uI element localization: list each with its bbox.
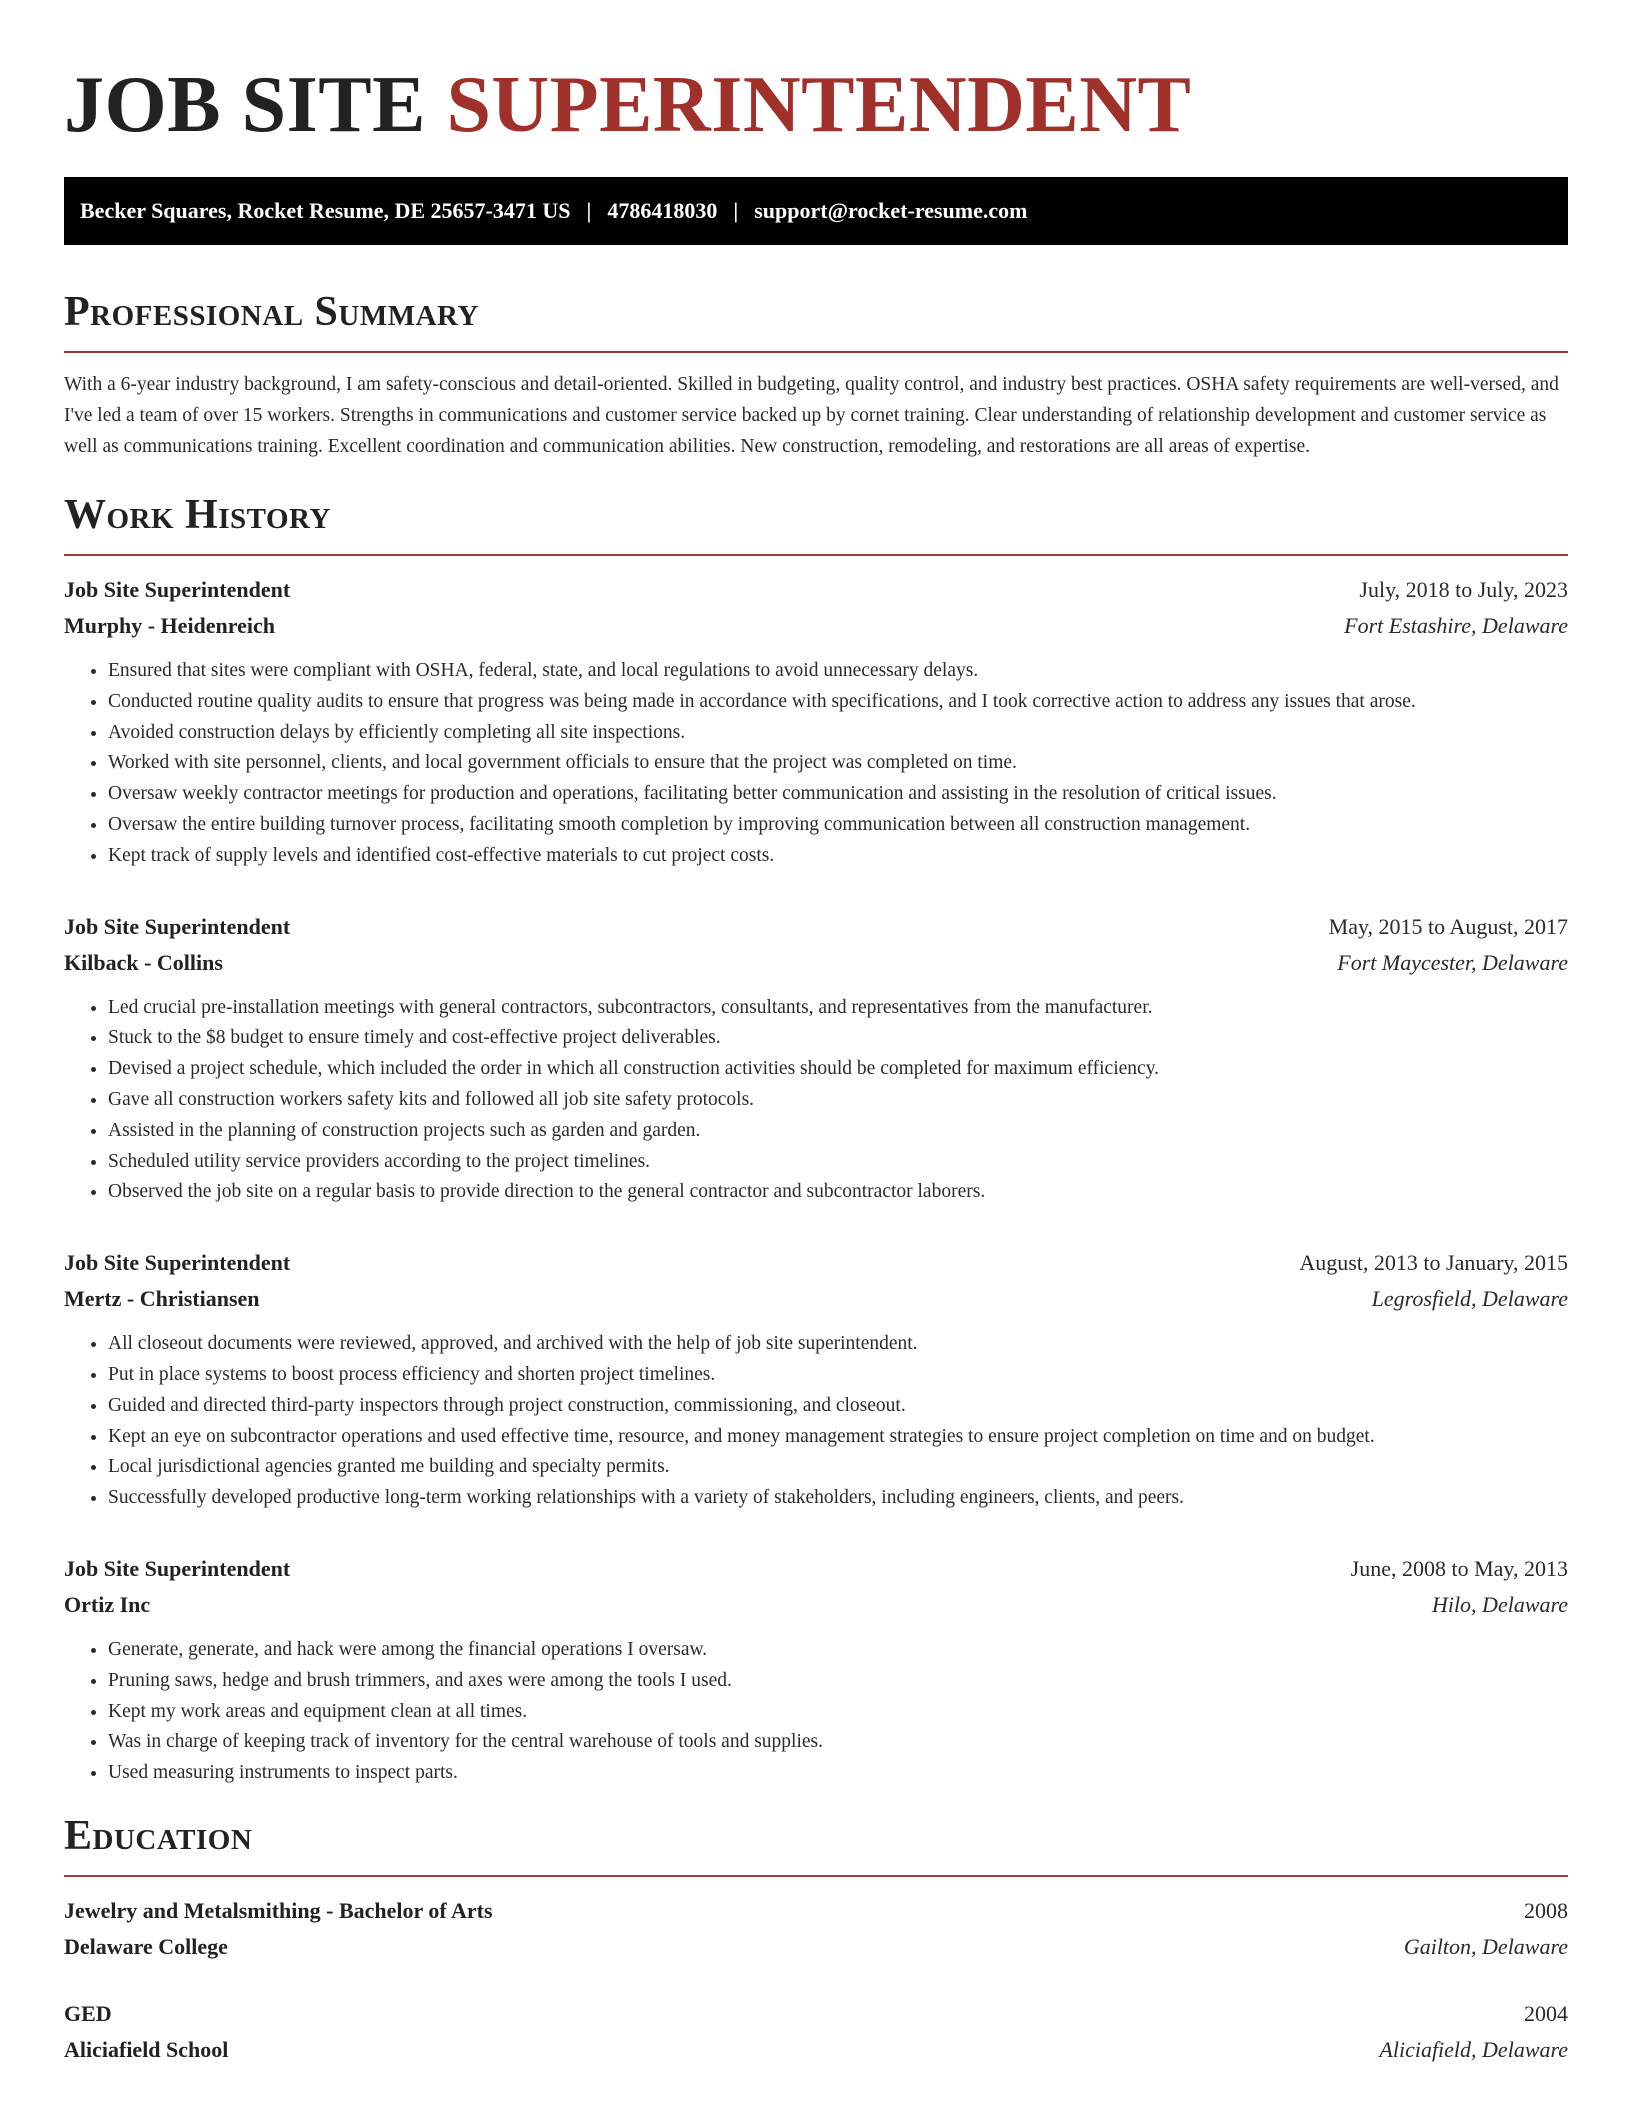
job-company-row <box>64 1281 1568 1317</box>
job-company: Murphy - Heidenreich <box>64 613 276 638</box>
job-title: Job Site Superintendent <box>64 913 291 939</box>
job-bullet: • Scheduled utility service providers according to the project timelines. <box>108 1147 1568 1178</box>
education-year: 2004 <box>1524 2000 1568 2026</box>
summary-text: With a 6-year industry background, I am safety-conscious and detail-oriented. Skilled in budgeting, quality control, and industry best practices. OSHA safety requirements are well-versed, and I've led a team of over 15 workers. Strengths in communications and customer service backed up by cornet training. Clear understanding of relationship development and customer service as well as communications training. Excellent coordination and communication abilities. New construction, remodeling, and restorations are all areas of expertise. <box>64 374 1559 457</box>
job-bullet: • Led crucial pre-installation meetings with general contractors, subcontractors, consultants, and representatives from the manufacturer. <box>108 993 1568 1024</box>
education-year: 2008 <box>1524 1897 1568 1923</box>
contact-address: Becker Squares, Rocket Resume, DE 25657-3471 US <box>80 198 571 223</box>
job-bullet: • Ensured that sites were compliant with OSHA, federal, state, and local regulations to avoid unnecessary delays. <box>108 656 1568 687</box>
job-bullet: • Kept track of supply levels and identified cost-effective materials to cut project costs. <box>108 841 1568 872</box>
education-school: Aliciafield School <box>64 2036 229 2062</box>
job-bullet-list <box>64 1329 1568 1514</box>
job-bullet: • Generate, generate, and hack were among the financial operations I oversaw. <box>108 1635 1568 1666</box>
job-title: Job Site Superintendent <box>64 1250 291 1276</box>
education-section <box>64 1811 1568 2068</box>
resume-title <box>64 50 1568 160</box>
job-bullet: • Put in place systems to boost process efficiency and shorten project timelines. <box>108 1360 1568 1391</box>
job-entry <box>64 909 1568 1209</box>
job-bullet-list <box>64 993 1568 1209</box>
job-bullet: • Pruning saws, hedge and brush trimmers, and axes were among the tools I used. <box>108 1666 1568 1697</box>
job-company: Kilback - Collins <box>64 949 223 975</box>
education-school-row <box>64 1929 1568 1965</box>
section-divider <box>64 351 1568 353</box>
contact-email[interactable]: support@rocket-resume.com <box>754 198 1028 223</box>
title-accent: SUPERINTENDENT <box>446 61 1192 149</box>
education-entry <box>64 1893 1568 1965</box>
job-bullet: • All closeout documents were reviewed, approved, and archived with the help of job site superintendent. <box>108 1329 1568 1360</box>
contact-separator: | <box>586 198 592 223</box>
education-school-row <box>64 2032 1568 2068</box>
education-degree: GED <box>64 2000 112 2026</box>
job-bullet: • Conducted routine quality audits to ensure that progress was being made in accordance with specifications, and I took corrective action to address any issues that arose. <box>108 687 1568 718</box>
section-heading: Work History <box>64 492 331 538</box>
work-history-section <box>64 490 1568 1789</box>
job-bullet-list <box>64 1635 1568 1789</box>
job-title: Job Site Superintendent <box>64 577 291 602</box>
job-location: Hilo, Delaware <box>1431 1591 1568 1617</box>
section-divider <box>64 1875 1568 1877</box>
education-degree: Jewelry and Metalsmithing - Bachelor of Arts <box>64 1897 493 1923</box>
job-company-row <box>64 1587 1568 1623</box>
job-dates: May, 2015 to August, 2017 <box>1328 913 1568 939</box>
section-heading: Education <box>64 1812 253 1859</box>
job-title: Job Site Superintendent <box>64 1555 291 1581</box>
education-school: Delaware College <box>64 1933 228 1959</box>
contact-phone: 4786418030 <box>607 198 718 223</box>
job-company-row <box>64 608 1568 644</box>
job-entry <box>64 1551 1568 1789</box>
job-list <box>64 572 1568 1789</box>
job-entry <box>64 572 1568 872</box>
job-bullet: • Local jurisdictional agencies granted me building and specialty permits. <box>108 1452 1568 1483</box>
job-bullet: • Stuck to the $8 budget to ensure timely and cost-effective project deliverables. <box>108 1023 1568 1054</box>
job-entry <box>64 1245 1568 1514</box>
job-bullet: • Observed the job site on a regular basis to provide direction to the general contractor and subcontractor laborers. <box>108 1177 1568 1208</box>
job-bullet: • Was in charge of keeping track of inventory for the central warehouse of tools and supplies. <box>108 1727 1568 1758</box>
section-heading: Professional Summary <box>64 289 479 335</box>
job-bullet: • Devised a project schedule, which included the order in which all construction activities should be completed for maximum efficiency. <box>108 1054 1568 1085</box>
job-bullet: • Oversaw weekly contractor meetings for production and operations, facilitating better communication and assisting in the resolution of critical issues. <box>108 779 1568 810</box>
job-dates: August, 2013 to January, 2015 <box>1299 1250 1568 1276</box>
job-bullet: • Kept an eye on subcontractor operations and used effective time, resource, and money management strategies to ensure project completion on time and on budget. <box>108 1422 1568 1453</box>
education-header-row <box>64 1996 1568 2032</box>
education-list <box>64 1893 1568 2068</box>
job-header-row <box>64 1245 1568 1281</box>
contact-bar <box>64 177 1568 245</box>
job-bullet-list <box>64 656 1568 872</box>
job-bullet: • Worked with site personnel, clients, and local government officials to ensure that the project was completed on time. <box>108 748 1568 779</box>
section-divider <box>64 554 1568 556</box>
education-location: Gailton, Delaware <box>1403 1933 1568 1959</box>
job-bullet: • Used measuring instruments to inspect parts. <box>108 1758 1568 1789</box>
job-bullet: • Avoided construction delays by efficiently completing all site inspections. <box>108 718 1568 749</box>
professional-summary-section <box>64 287 1568 462</box>
job-company: Mertz - Christiansen <box>64 1286 260 1312</box>
contact-separator: | <box>733 198 739 223</box>
education-header-row <box>64 1893 1568 1929</box>
job-company: Ortiz Inc <box>64 1591 151 1617</box>
job-location: Fort Estashire, Delaware <box>1344 613 1568 638</box>
education-location: Aliciafield, Delaware <box>1379 2036 1568 2062</box>
job-bullet: • Successfully developed productive long-term working relationships with a variety of stakeholders, including engineers, clients, and peers. <box>108 1483 1568 1514</box>
job-bullet: • Assisted in the planning of construction projects such as garden and garden. <box>108 1116 1568 1147</box>
job-header-row <box>64 1551 1568 1587</box>
education-entry <box>64 1996 1568 2068</box>
job-header-row <box>64 572 1568 608</box>
job-dates: June, 2008 to May, 2013 <box>1350 1555 1568 1581</box>
job-dates: July, 2018 to July, 2023 <box>1359 577 1568 602</box>
job-bullet: • Gave all construction workers safety kits and followed all job site safety protocols. <box>108 1085 1568 1116</box>
job-bullet: • Oversaw the entire building turnover process, facilitating smooth completion by improving communication between all construction management. <box>108 810 1568 841</box>
job-location: Legrosfield, Delaware <box>1371 1286 1568 1312</box>
job-location: Fort Maycester, Delaware <box>1337 949 1568 975</box>
job-header-row <box>64 909 1568 945</box>
title-main: JOB SITE <box>64 61 426 149</box>
job-bullet: • Kept my work areas and equipment clean at all times. <box>108 1697 1568 1728</box>
job-company-row <box>64 945 1568 981</box>
job-bullet: • Guided and directed third-party inspectors through project construction, commissioning, and closeout. <box>108 1391 1568 1422</box>
